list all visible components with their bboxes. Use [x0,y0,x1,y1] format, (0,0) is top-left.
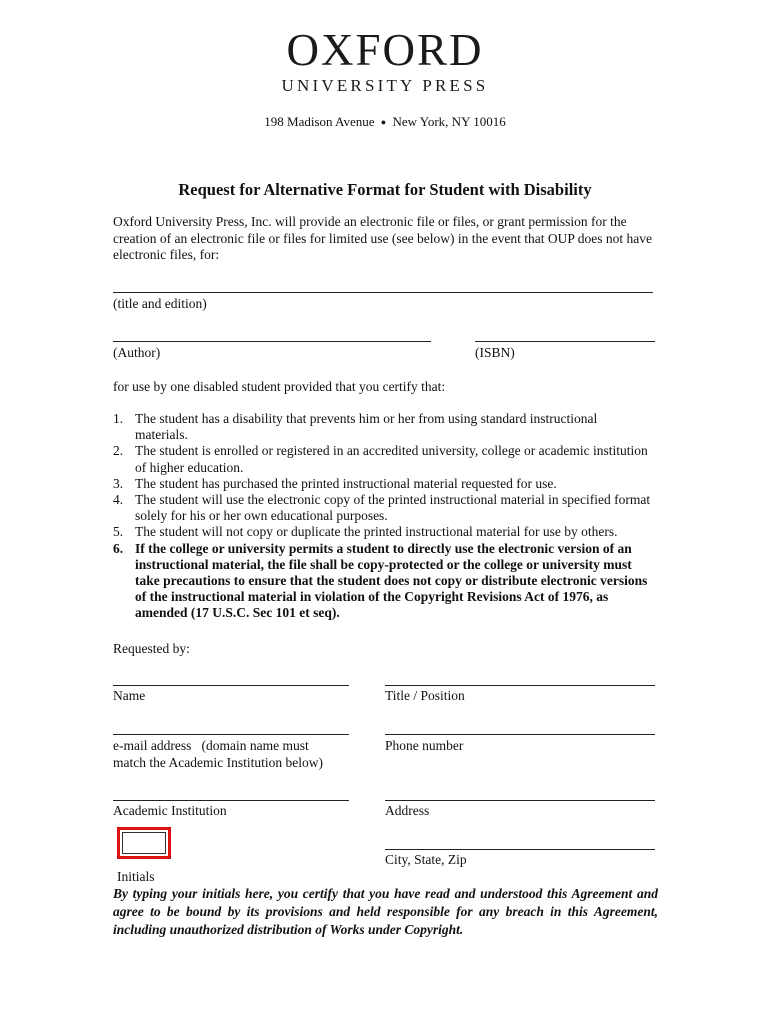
name-field[interactable] [113,685,349,686]
list-item [113,541,653,622]
list-item [113,524,653,540]
list-text: If the college or university permits a student to directly use the electronic version of an instructional material, the file shall be copy-protected or the college or university must take precautions to ensure that the student does not copy or distribute electronic versions of the instructional material in violation of the Copyright Revisions Act of 1976, as amended (17 U.S.C. Sec 101 et seq). [135,540,648,621]
list-number: 6. [113,540,124,556]
list-item [113,476,653,492]
intro-paragraph: Oxford University Press, Inc. will provide an electronic file or files, or grant permission for the creation of an electronic file or files for limited use (see below) in the event that OUP does not have electronic files, for: [113,214,652,262]
list-item [113,443,653,475]
oxford-logo-subtitle: UNIVERSITY PRESS [281,76,489,95]
isbn-label: (ISBN) [475,345,515,360]
city-state-zip-label: City, State, Zip [385,852,467,867]
isbn-field[interactable] [475,341,655,342]
document-title: Request for Alternative Format for Student with Disability [178,180,592,199]
phone-label: Phone number [385,738,464,753]
oxford-logo-title: OXFORD [286,25,484,75]
address-street: 198 Madison Avenue [264,114,375,129]
email-label-line1: e-mail address (domain name must [113,738,309,753]
address-label: Address [385,803,430,818]
address-city: New York, NY 10016 [392,114,506,129]
email-label-line2: match the Academic Institution below) [113,755,323,770]
list-number: 2. [113,443,124,459]
author-field[interactable] [113,341,431,342]
list-number: 3. [113,475,124,491]
institution-label: Academic Institution [113,803,227,818]
title-edition-field[interactable] [113,292,653,293]
list-number: 1. [113,411,124,426]
list-item [113,492,653,524]
conditions-list [113,411,653,622]
list-text: The student will not copy or duplicate the printed instructional material for use by others. [135,524,618,540]
list-text: The student will use the electronic copy of the printed instructional material in specified format solely for his or her own educational purposes. [135,492,651,524]
name-label: Name [113,688,146,703]
initials-label: Initials [117,869,155,884]
title-edition-label: (title and edition) [113,296,207,311]
agreement-statement: By typing your initials here, you certify that you have read and understood this Agreement and agree to be bound by its provisions and held responsible for any breach in this Agreement, including unauthorized distribution of Works under Copyright. [113,886,658,937]
list-number: 4. [113,492,124,508]
initials-input[interactable] [117,827,171,859]
publisher-address [0,114,770,130]
bullet-separator-icon: ● [380,117,387,127]
list-text: The student has a disability that prevents him or her from using standard instructional materials. [135,411,598,443]
institution-field[interactable] [113,800,349,801]
city-state-zip-field[interactable] [385,849,655,850]
list-text: The student has purchased the printed instructional material requested for use. [135,475,557,491]
address-field[interactable] [385,800,655,801]
email-field[interactable] [113,734,349,735]
phone-field[interactable] [385,734,655,735]
title-position-field[interactable] [385,685,655,686]
certify-lead: for use by one disabled student provided that you certify that: [113,379,446,394]
list-text: The student is enrolled or registered in an accredited university, college or academic institution of higher education. [135,443,648,475]
requested-by-label: Requested by: [113,641,190,656]
author-label: (Author) [113,345,161,360]
title-position-label: Title / Position [385,688,465,703]
list-item [113,411,653,443]
list-number: 5. [113,524,124,540]
